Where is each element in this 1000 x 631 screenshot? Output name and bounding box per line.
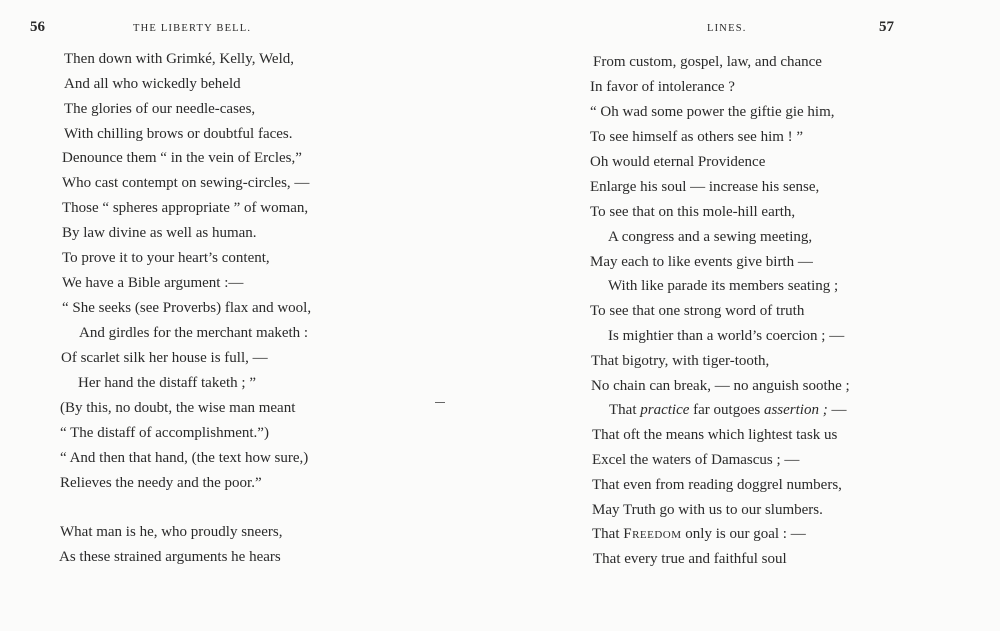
poem-line: With chilling brows or doubtful faces. <box>64 126 293 142</box>
print-mark <box>435 402 445 403</box>
poem-line: No chain can break, — no anguish soothe ; <box>591 378 850 394</box>
small-caps-word: Freedom <box>623 526 682 542</box>
line-part: That <box>609 402 641 418</box>
poem-line: Enlarge his soul — increase his sense, <box>590 179 820 195</box>
poem-line: Is mightier than a world’s coercion ; — <box>608 328 845 344</box>
poem-line: With like parade its members seating ; <box>608 278 839 294</box>
poem-line: May Truth go with us to our slumbers. <box>592 502 823 518</box>
poem-line: Excel the waters of Damascus ; — <box>592 452 800 468</box>
line-part: only is our goal : — <box>681 526 806 542</box>
right-page <box>500 0 1000 631</box>
poem-line <box>592 525 806 543</box>
poem-line: And all who wickedly beheld <box>64 76 241 92</box>
poem-line: The glories of our needle-cases, <box>64 101 256 117</box>
poem-line: Her hand the distaff taketh ; ” <box>78 375 256 391</box>
poem-line: That oft the means which lightest task us <box>592 427 838 443</box>
poem-line: Those “ spheres appropriate ” of woman, <box>62 200 309 216</box>
poem-line: Denounce them “ in the vein of Ercles,” <box>62 150 302 166</box>
poem-line: From custom, gospel, law, and chance <box>593 54 822 70</box>
emphasis: assertion ; <box>763 402 828 418</box>
poem-line: To see that one strong word of truth <box>590 303 805 319</box>
page-number: 57 <box>879 19 894 35</box>
poem-line: That even from reading doggrel numbers, <box>592 477 842 493</box>
line-part: far outgoes <box>689 402 764 418</box>
poem-line: Who cast contempt on sewing-circles, — <box>62 175 310 191</box>
line-part: That <box>592 526 624 542</box>
poem-line: We have a Bible argument :— <box>62 275 244 291</box>
emphasis: practice <box>640 402 690 418</box>
poem-line: To see that on this mole-hill earth, <box>590 204 796 220</box>
line-part: — <box>827 402 847 418</box>
poem-line: Oh would eternal Providence <box>590 154 766 170</box>
poem-line <box>609 401 846 419</box>
running-head: THE LIBERTY BELL. <box>133 23 252 34</box>
poem-line: Then down with Grimké, Kelly, Weld, <box>64 51 295 67</box>
poem-line: “ She seeks (see Proverbs) flax and wool, <box>62 300 312 316</box>
poem-line: “ Oh wad some power the giftie gie him, <box>590 104 835 120</box>
poem-line: By law divine as well as human. <box>62 225 257 241</box>
poem-line: That bigotry, with tiger-tooth, <box>591 353 770 369</box>
poem-line: As these strained arguments he hears <box>59 549 281 565</box>
poem-line: Of scarlet silk her house is full, — <box>61 350 268 366</box>
poem-line: In favor of intolerance ? <box>590 79 735 95</box>
poem-line: That every true and faithful soul <box>593 551 787 567</box>
poem-line: “ The distaff of accomplishment.”) <box>60 425 269 441</box>
poem-line: A congress and a sewing meeting, <box>608 229 813 245</box>
page-number: 56 <box>30 19 45 35</box>
poem-line: And girdles for the merchant maketh : <box>79 325 309 341</box>
poem-line: “ And then that hand, (the text how sure,) <box>60 450 309 466</box>
poem-line: May each to like events give birth — <box>590 254 813 270</box>
poem-line: To see himself as others see him ! ” <box>590 129 804 145</box>
poem-line: What man is he, who proudly sneers, <box>60 524 283 540</box>
poem-line: To prove it to your heart’s content, <box>62 250 270 266</box>
poem-line: (By this, no doubt, the wise man meant <box>60 400 296 416</box>
running-head: LINES. <box>707 23 747 34</box>
poem-line: Relieves the needy and the poor.” <box>60 475 262 491</box>
